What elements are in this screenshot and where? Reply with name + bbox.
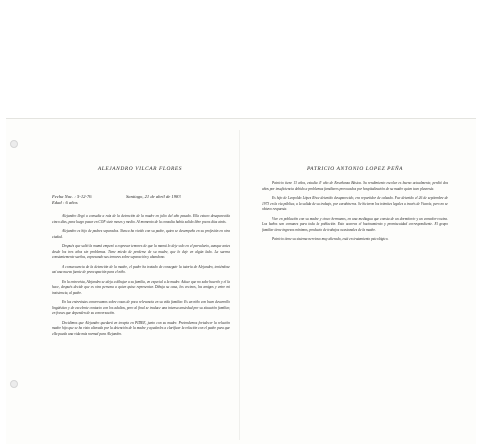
left-paragraph: A consecuencia de la detención de la madre, el padre ha tratado de conseguir la tutoría de Alejandro, teniéndose así una nueva fuente de preocupación para el niño. (52, 264, 230, 275)
left-body (52, 214, 230, 341)
right-paragraph: Vive en población con su madre y cinco hermanos, en una mediagua que consta de un dormitorio y un comedor-cocina. Los baños son comunes para toda la población. Esto acarrea el hacinamiento y promiscuidad correspondiente. El grupo familiar tiene ingresos mínimos, producto de trabajos ocasionales de la madre. (262, 216, 448, 232)
left-paragraph: Después que salió la mamá empezó a expresar temores de que la mamá lo deje solo en el parvulario, aunque antes desde los tres años sin problemas. Tiene miedo de perderse de su madre, que lo deje en algún lado. La suerna constantemente sueños, expresando sus temores sobre separación y abandono. (52, 243, 230, 260)
left-paragraph: Alejandro llegó a consulta a raíz de la detención de la madre en julio del año pasado. Ella estuvo desaparecida cinco días, para luego pasar en COF siete meses y medio. Al momento de la consulta había salido libre pocos días atrás. (52, 214, 230, 224)
birth-date: Fecha Nac. : 5-12-76 (52, 194, 92, 199)
binder-hole-bottom (10, 380, 18, 388)
right-paragraph: Patricio tiene su sistema nervioso muy alterado, está en tratamiento psicológico. (272, 237, 389, 242)
place-date: Santiago, 21 de abril de 1983 (126, 194, 181, 199)
right-paragraph: Es hijo de Leopoldo López Riwe detenido desaparecido, era repartidor de calzado. Fue detenido el 26 de septiembre de 1973 en la vía pública, a la salida de su trabajo, por carabineros. Se hicieron los trámites legales a través de Vicaría, pero no se obtuvo respuesta. (262, 195, 448, 212)
page-fold (239, 130, 240, 440)
binder-hole-top (10, 140, 18, 148)
age: Edad : 6 años (52, 200, 78, 205)
left-paragraph: En la entrevista, Alejandro se aleja a dibujar a su familia, en especial a la madre. Aduce que no sabe hacerlo y el la hace, después decide que es otra persona a quien quiso representar. Dibuja su casa, los vecinos, los amigos y entre mi insistencia, al padre. (52, 279, 230, 295)
right-body (262, 181, 448, 247)
left-paragraph: En las entrevistas conversamos sobre cosas de poca relevancia en su vida familiar. Es un niño con buen desarrollo lingüístico y de excelente contacto con los adultos, pero al final se traduce una intensa ansiedad por su situación familiar, en frases que dependen de su conversación. (52, 300, 230, 316)
right-heading: PATRICIO ANTONIO LOPEZ PEÑA (306, 166, 404, 172)
left-paragraph: Decidimos que Alejandro quedará en terapia en PIDEE, junto con su madre. Pretendemos fortalecer la relación madre hijo que se ha visto alterada por la detención de la madre y ayudarles a clarificar la relación con el padre para que ella pueda una vida más normal para Alejandro. (52, 320, 230, 336)
left-paragraph: Alejandro es hijo de padres separados. Nunca ha vivido con su padre, quien se desempeña en su profesión en otra ciudad. (52, 228, 230, 239)
left-heading: ALEJANDRO VILCAR FLORES (97, 166, 183, 172)
right-paragraph: Patricio tiene 13 años, estudia 4º año de Enseñanza Básica. Su rendimiento escolar es bueno actualmente, perdió dos años por insuficiencia debido a problemas familiares provocados por hospitalización de su madre quien tuvo pleuresía. (262, 181, 448, 191)
